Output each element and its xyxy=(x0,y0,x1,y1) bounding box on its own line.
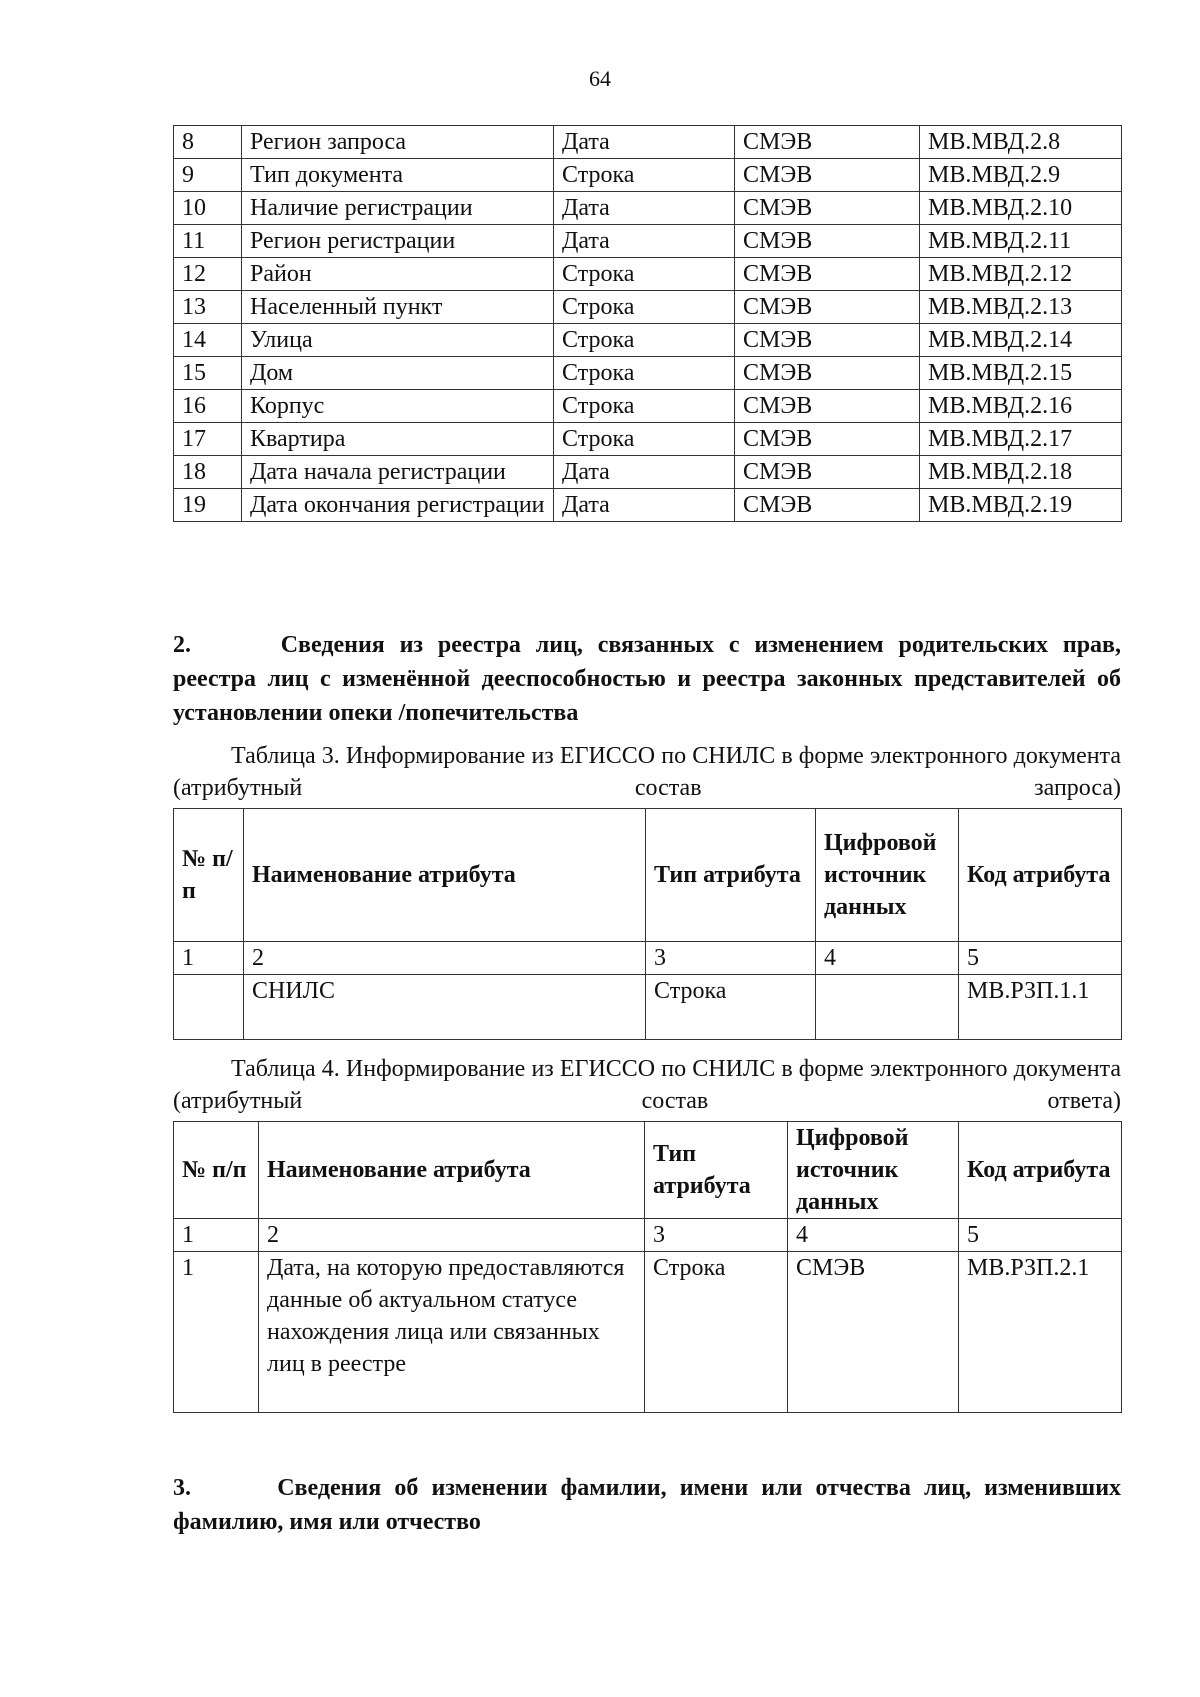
table-1-cell-name: Дом xyxy=(242,357,554,390)
table-1-cell-type: Строка xyxy=(554,357,735,390)
table-4-caption: Таблица 4. Информирование из ЕГИССО по СНИЛС в форме электронного документа (атрибутный состав ответа) xyxy=(173,1056,1121,1114)
table-3-request-attributes xyxy=(173,808,1122,1040)
table-4-header-source: Цифровой источник данных xyxy=(788,1122,959,1219)
section-3-number: 3. xyxy=(173,1475,191,1501)
table-1-cell-code: МВ.МВД.2.8 xyxy=(920,126,1122,159)
table-3-caption: Таблица 3. Информирование из ЕГИССО по СНИЛС в форме электронного документа (атрибутный состав запроса) xyxy=(173,743,1121,801)
table-1-cell-name: Район xyxy=(242,258,554,291)
table-3-header-number: № п/п xyxy=(174,809,244,942)
section-3-title: Сведения об изменении фамилии, имени или отчества лиц, изменивших фамилию, имя или отчество xyxy=(173,1475,1122,1535)
table-4-response-attributes xyxy=(173,1121,1122,1413)
table-4-column-number: 5 xyxy=(959,1219,1122,1252)
table-1-cell-type: Строка xyxy=(554,291,735,324)
table-row xyxy=(174,126,1122,159)
table-3-header-name: Наименование атрибута xyxy=(244,809,646,942)
table-1-cell-code: МВ.МВД.2.11 xyxy=(920,225,1122,258)
table-4-column-number: 3 xyxy=(645,1219,788,1252)
table-row xyxy=(174,159,1122,192)
table-4-header-type: Тип атрибута xyxy=(645,1122,788,1219)
table-1-cell-code: МВ.МВД.2.16 xyxy=(920,390,1122,423)
table-1-cell-number: 18 xyxy=(174,456,242,489)
table-3-cell-type: Строка xyxy=(646,975,816,1040)
table-row xyxy=(174,357,1122,390)
table-3-cell-source xyxy=(816,975,959,1040)
table-1-cell-type: Строка xyxy=(554,423,735,456)
table-1-cell-number: 10 xyxy=(174,192,242,225)
table-4-cell-source: СМЭВ xyxy=(788,1252,959,1413)
table-1-cell-source: СМЭВ xyxy=(735,390,920,423)
table-1-cell-code: МВ.МВД.2.12 xyxy=(920,258,1122,291)
section-2-number: 2. xyxy=(173,632,191,658)
table-3-cell-name: СНИЛС xyxy=(244,975,646,1040)
table-3-cell-number xyxy=(174,975,244,1040)
table-1-cell-code: МВ.МВД.2.10 xyxy=(920,192,1122,225)
table-1-cell-type: Строка xyxy=(554,258,735,291)
table-1-cell-name: Регион запроса xyxy=(242,126,554,159)
table-1-cell-name: Дата начала регистрации xyxy=(242,456,554,489)
table-1-cell-type: Строка xyxy=(554,324,735,357)
table-1-cell-type: Дата xyxy=(554,126,735,159)
table-1-cell-number: 16 xyxy=(174,390,242,423)
table-3-header-type: Тип атрибута xyxy=(646,809,816,942)
table-row xyxy=(174,456,1122,489)
table-1-cell-type: Строка xyxy=(554,159,735,192)
table-1-cell-source: СМЭВ xyxy=(735,126,920,159)
table-1-cell-source: СМЭВ xyxy=(735,357,920,390)
table-1-cell-code: МВ.МВД.2.19 xyxy=(920,489,1122,522)
table-1-cell-source: СМЭВ xyxy=(735,423,920,456)
table-row xyxy=(174,192,1122,225)
table-4-column-number: 4 xyxy=(788,1219,959,1252)
table-1-cell-type: Дата xyxy=(554,489,735,522)
table-4-cell-code: МВ.РЗП.2.1 xyxy=(959,1252,1122,1413)
table-1-cell-name: Дата окончания регистрации xyxy=(242,489,554,522)
table-4-header-number: № п/п xyxy=(174,1122,259,1219)
table-1-cell-source: СМЭВ xyxy=(735,258,920,291)
table-3-header-row xyxy=(174,809,1122,942)
table-1-cell-code: МВ.МВД.2.13 xyxy=(920,291,1122,324)
table-3-column-number: 2 xyxy=(244,942,646,975)
table-1-cell-name: Корпус xyxy=(242,390,554,423)
table-1-cell-number: 12 xyxy=(174,258,242,291)
table-1-cell-type: Дата xyxy=(554,456,735,489)
table-3-header-source: Цифровой источник данных xyxy=(816,809,959,942)
table-1-cell-code: МВ.МВД.2.17 xyxy=(920,423,1122,456)
table-3-row xyxy=(174,975,1122,1040)
table-1-cell-code: МВ.МВД.2.15 xyxy=(920,357,1122,390)
table-1-cell-type: Дата xyxy=(554,225,735,258)
table-row xyxy=(174,291,1122,324)
section-3-heading xyxy=(173,1471,1121,1539)
page-number: 64 xyxy=(589,66,611,91)
table-1-cell-number: 15 xyxy=(174,357,242,390)
table-1-cell-code: МВ.МВД.2.14 xyxy=(920,324,1122,357)
table-4-column-numbers-row xyxy=(174,1219,1122,1252)
table-row xyxy=(174,390,1122,423)
table-row xyxy=(174,324,1122,357)
table-1-cell-type: Строка xyxy=(554,390,735,423)
table-1-cell-name: Регион регистрации xyxy=(242,225,554,258)
table-1-cell-name: Улица xyxy=(242,324,554,357)
table-4-cell-name: Дата, на которую предоставляются данные об актуальном статусе нахождения лица или связанных лиц в реестре xyxy=(259,1252,645,1413)
table-1-cell-number: 9 xyxy=(174,159,242,192)
table-1-cell-code: МВ.МВД.2.18 xyxy=(920,456,1122,489)
table-row xyxy=(174,423,1122,456)
table-4-header-code: Код атрибута xyxy=(959,1122,1122,1219)
section-2-heading xyxy=(173,628,1121,730)
table-1-cell-number: 19 xyxy=(174,489,242,522)
table-row xyxy=(174,258,1122,291)
table-3-column-numbers-row xyxy=(174,942,1122,975)
table-1-cell-name: Тип документа xyxy=(242,159,554,192)
table-3-column-number: 4 xyxy=(816,942,959,975)
table-3-header-code: Код атрибута xyxy=(959,809,1122,942)
table-4-row xyxy=(174,1252,1122,1413)
table-1-cell-name: Квартира xyxy=(242,423,554,456)
table-4-column-number: 1 xyxy=(174,1219,259,1252)
table-1-cell-source: СМЭВ xyxy=(735,192,920,225)
table-4-cell-number: 1 xyxy=(174,1252,259,1413)
section-2-title: Сведения из реестра лиц, связанных с изменением родительских прав, реестра лиц с изменённой дееспособностью и реестра законных представителей об установлении опеки /попечительства xyxy=(173,632,1122,726)
table-1-cell-source: СМЭВ xyxy=(735,324,920,357)
table-1-cell-number: 13 xyxy=(174,291,242,324)
table-row xyxy=(174,225,1122,258)
table-1-cell-number: 11 xyxy=(174,225,242,258)
table-1-cell-name: Населенный пункт xyxy=(242,291,554,324)
table-4-column-number: 2 xyxy=(259,1219,645,1252)
table-4-cell-type: Строка xyxy=(645,1252,788,1413)
table-1-cell-type: Дата xyxy=(554,192,735,225)
table-1-cell-source: СМЭВ xyxy=(735,225,920,258)
table-1-cell-number: 8 xyxy=(174,126,242,159)
table-1-cell-name: Наличие регистрации xyxy=(242,192,554,225)
table-1-cell-source: СМЭВ xyxy=(735,489,920,522)
table-4-header-row xyxy=(174,1122,1122,1219)
table-3-column-number: 1 xyxy=(174,942,244,975)
table-1-cell-source: СМЭВ xyxy=(735,456,920,489)
table-3-column-number: 5 xyxy=(959,942,1122,975)
table-row xyxy=(174,489,1122,522)
table-3-column-number: 3 xyxy=(646,942,816,975)
table-1-cell-code: МВ.МВД.2.9 xyxy=(920,159,1122,192)
table-1-cell-source: СМЭВ xyxy=(735,291,920,324)
table-1-cell-source: СМЭВ xyxy=(735,159,920,192)
table-1-cell-number: 14 xyxy=(174,324,242,357)
table-1-cell-number: 17 xyxy=(174,423,242,456)
table-3-cell-code: МВ.РЗП.1.1 xyxy=(959,975,1122,1040)
table-4-header-name: Наименование атрибута xyxy=(259,1122,645,1219)
table-1-registration-attributes xyxy=(173,125,1122,522)
